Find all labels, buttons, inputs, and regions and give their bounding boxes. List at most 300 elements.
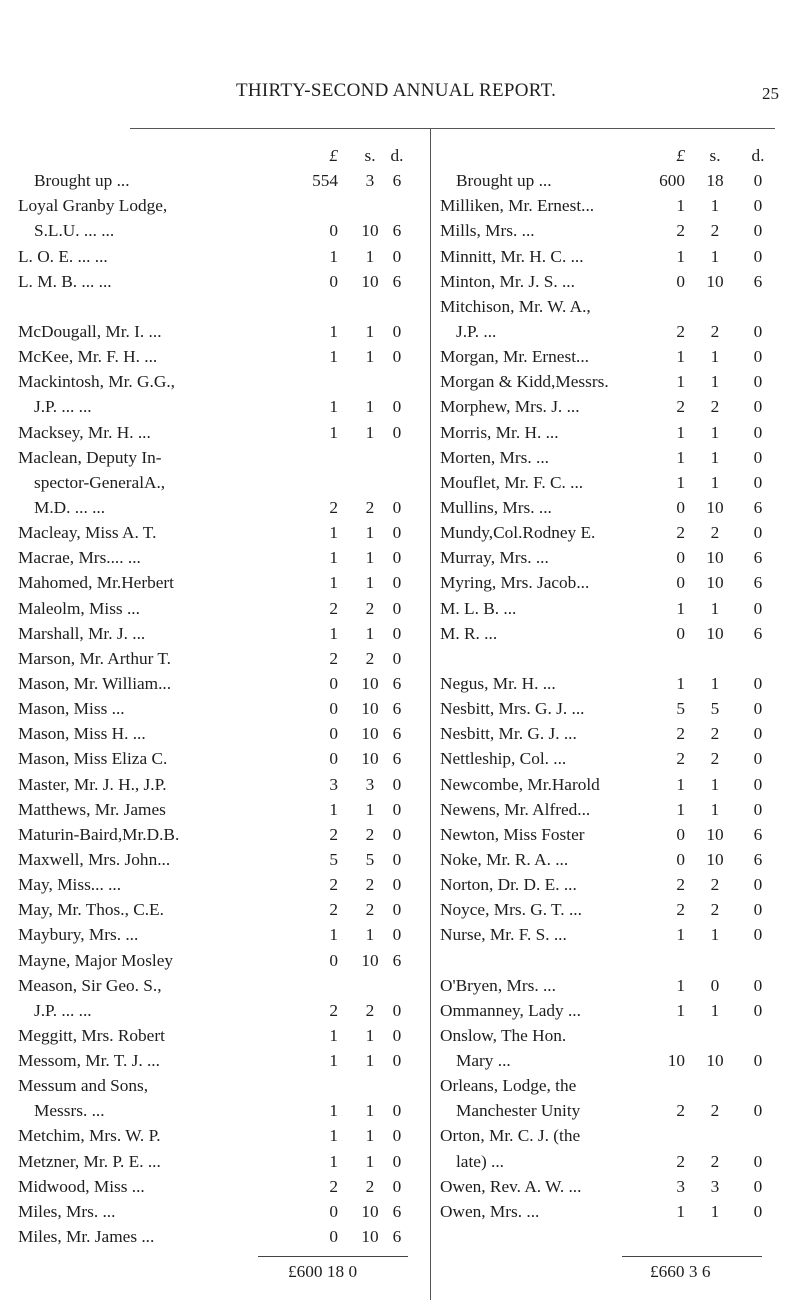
subscriber-name: May, Miss... ... [18,875,122,895]
shillings-value: 1 [710,246,720,266]
table-row [18,1224,402,1249]
pounds-value: 1 [329,523,338,543]
pence-value: 0 [392,497,402,517]
pounds-value: 2 [676,523,685,543]
shillings-value: 10 [361,673,379,693]
table-row [440,797,775,822]
table-row [18,721,402,746]
pence-value: 6 [392,1201,402,1221]
shillings-value: 1 [365,548,375,568]
table-row [440,545,775,570]
pounds-value: 2 [676,1101,685,1121]
subscriber-name: Onslow, The Hon. [440,1025,567,1045]
shillings-value: 1 [365,246,375,266]
pence-value: 6 [753,497,763,517]
table-row [18,998,402,1023]
subscriber-name: Marson, Mr. Arthur T. [18,648,171,668]
shillings-value: 3 [365,171,375,191]
column-header-row [18,143,404,168]
pounds-value: 1 [676,925,685,945]
pence-value: 0 [753,397,763,417]
table-row [18,319,402,344]
shillings-value: 10 [361,724,379,744]
subscriber-name: O'Bryen, Mrs. ... [440,975,556,995]
shillings-value: 10 [706,824,724,844]
pence-value: 0 [392,774,402,794]
table-row [440,470,775,495]
table-row [440,294,775,319]
pounds-value: 0 [676,849,685,869]
pence-value: 0 [392,623,402,643]
shillings-value: 10 [361,221,379,241]
pounds-value: 5 [676,699,685,719]
pence-value: 6 [392,749,402,769]
pounds-value: 0 [676,824,685,844]
pence-value: 0 [753,749,763,769]
subscriber-name: McKee, Mr. F. H. ... [18,347,158,367]
pounds-value: 2 [676,221,685,241]
pounds-value: 1 [676,196,685,216]
pence-value: 0 [392,347,402,367]
subscriber-name: L. O. E. ... ... [18,246,108,266]
pounds-value: 0 [676,497,685,517]
subscriber-name: late) ... [456,1151,504,1171]
shillings-value: 10 [361,950,379,970]
shillings-value: 2 [365,1176,375,1196]
pence-header: d. [751,146,765,165]
pence-value: 6 [392,221,402,241]
table-row [440,218,775,243]
pence-value: 0 [753,1000,763,1020]
shillings-value: 1 [365,925,375,945]
table-row [440,847,775,872]
table-row [440,1098,775,1123]
table-row [18,1048,402,1073]
subscriber-name: Noke, Mr. R. A. ... [440,849,569,869]
pence-header: d. [390,146,404,165]
shillings-value: 2 [365,598,375,618]
table-row [440,721,775,746]
table-row [18,1149,402,1174]
shillings-value: 2 [710,321,720,341]
subscriber-name: Newcombe, Mr.Harold [440,774,600,794]
pence-value: 0 [753,1151,763,1171]
shillings-value: 1 [365,321,375,341]
shillings-value: 1 [710,673,720,693]
pence-value: 0 [392,397,402,417]
subscriber-name: Messum and Sons, [18,1076,149,1096]
shillings-value: 10 [361,699,379,719]
table-row [18,269,402,294]
subscriber-name: Messrs. ... [34,1101,105,1121]
left-total-rule [258,1256,408,1257]
shillings-value: 2 [365,648,375,668]
shillings-value: 2 [710,900,720,920]
subscriber-name: Maclean, Deputy In- [18,447,162,467]
pounds-value: 2 [676,900,685,920]
subscriber-name: Morphew, Mrs. J. ... [440,397,580,417]
pounds-value: 600 [659,171,685,191]
subscriber-name: McDougall, Mr. I. ... [18,321,162,341]
pounds-value: 1 [329,1051,338,1071]
pence-value: 0 [753,372,763,392]
table-row [18,746,402,771]
pounds-value: 1 [676,246,685,266]
shillings-value: 2 [365,1000,375,1020]
subscriber-name: Maturin-Baird,Mr.D.B. [18,824,180,844]
table-row [440,319,775,344]
shillings-header: s. [709,146,721,165]
pence-value: 0 [753,724,763,744]
table-row [440,1149,775,1174]
pounds-value: 1 [329,321,338,341]
pounds-value: 0 [676,573,685,593]
subscriber-name: J.P. ... ... [34,1000,92,1020]
subscriber-name: Myring, Mrs. Jacob... [440,573,590,593]
table-row [440,445,775,470]
pounds-value: 1 [329,1025,338,1045]
table-row [18,344,402,369]
subscriber-name: Nurse, Mr. F. S. ... [440,925,567,945]
pence-value: 6 [753,849,763,869]
subscriber-name: Midwood, Miss ... [18,1176,145,1196]
pence-value: 6 [392,171,402,191]
shillings-value: 3 [365,774,375,794]
top-rule [130,128,775,129]
pence-value: 0 [392,925,402,945]
pence-value: 0 [753,171,763,191]
subscriber-name: Ommanney, Lady ... [440,1000,581,1020]
subscriber-name: Messom, Mr. T. J. ... [18,1051,160,1071]
pence-value: 0 [753,1051,763,1071]
pounds-value: 10 [667,1051,685,1071]
pounds-value: 2 [329,497,338,517]
subscriber-name: Negus, Mr. H. ... [440,673,556,693]
pounds-value: 1 [329,1126,338,1146]
shillings-value: 1 [710,774,720,794]
pounds-value: 3 [676,1176,685,1196]
table-row [440,973,775,998]
table-row [440,696,775,721]
table-row [18,394,402,419]
pence-value: 0 [392,422,402,442]
shillings-value: 1 [365,1151,375,1171]
subscriber-name: Mayne, Major Mosley [18,950,174,970]
table-row [18,897,402,922]
subscriber-name: Nesbitt, Mrs. G. J. ... [440,699,585,719]
subscriber-name: Nettleship, Col. ... [440,749,567,769]
pence-value: 0 [753,598,763,618]
pounds-value: 5 [329,849,338,869]
pounds-value: 2 [329,875,338,895]
pence-value: 0 [753,422,763,442]
subscriber-name: Mason, Miss Eliza C. [18,749,168,769]
table-row [18,445,398,470]
shillings-value: 1 [365,1126,375,1146]
subscriber-name: Minton, Mr. J. S. ... [440,271,575,291]
table-row [18,1174,402,1199]
pounds-value: 1 [329,799,338,819]
shillings-value: 1 [365,799,375,819]
pence-value: 0 [753,875,763,895]
subscriber-name: Brought up ... [456,171,552,191]
table-row [440,621,775,646]
pence-value: 0 [392,1051,402,1071]
table-row [18,872,402,897]
pence-value: 6 [392,950,402,970]
pounds-value: 2 [329,1000,338,1020]
table-row [440,1199,775,1224]
table-row [18,596,402,621]
shillings-value: 2 [710,1151,720,1171]
shillings-value: 2 [365,900,375,920]
pounds-value: 2 [329,1176,338,1196]
subscriber-name: Mullins, Mrs. ... [440,497,552,517]
shillings-value: 1 [365,347,375,367]
pence-value: 0 [392,1101,402,1121]
subscriber-name: S.L.U. ... ... [34,221,115,241]
table-row [440,671,775,696]
pence-value: 0 [392,799,402,819]
pence-value: 0 [392,875,402,895]
table-row [18,1023,402,1048]
pounds-value: 2 [329,648,338,668]
subscriber-name: Mundy,Col.Rodney E. [440,523,596,543]
table-row [440,998,775,1023]
table-row [440,872,775,897]
pounds-value: 1 [676,774,685,794]
pence-value: 0 [753,900,763,920]
pounds-value: 0 [329,673,338,693]
table-row [440,948,775,973]
subscriber-name: Newton, Miss Foster [440,824,585,844]
shillings-value: 1 [710,472,720,492]
left-rows [18,168,402,1249]
table-row [440,1023,775,1048]
table-row [18,822,402,847]
subscriber-name: M. L. B. ... [440,598,517,618]
right-rows [440,168,775,1224]
table-row [440,520,775,545]
subscriber-name: Mitchison, Mr. W. A., [440,296,591,316]
shillings-value: 10 [361,1201,379,1221]
table-row [440,420,775,445]
pounds-value: 0 [329,221,338,241]
table-row [18,193,398,218]
pounds-value: 2 [676,397,685,417]
pounds-value: 3 [329,774,338,794]
shillings-value: 1 [365,1051,375,1071]
pounds-value: 2 [676,724,685,744]
shillings-value: 10 [706,1051,724,1071]
table-row [18,294,398,319]
subscriber-name: Morten, Mrs. ... [440,447,549,467]
table-row [18,646,402,671]
pence-value: 6 [392,699,402,719]
pounds-value: 0 [329,1227,338,1247]
subscriber-name: M.D. ... ... [34,497,106,517]
subscriber-name: Maybury, Mrs. ... [18,925,139,945]
pence-value: 0 [392,1126,402,1146]
subscriber-name: Mackintosh, Mr. G.G., [18,372,175,392]
table-row [18,369,398,394]
subscriber-name: L. M. B. ... ... [18,271,112,291]
table-row [18,545,402,570]
table-row [18,1098,402,1123]
pence-value: 0 [392,523,402,543]
pounds-value: 1 [329,573,338,593]
pence-value: 6 [753,623,763,643]
shillings-value: 10 [706,497,724,517]
shillings-value: 1 [365,397,375,417]
page-number: 25 [762,84,779,103]
pence-value: 6 [753,824,763,844]
page-title: THIRTY-SECOND ANNUAL REPORT. [236,80,557,101]
pence-value: 0 [392,1025,402,1045]
pounds-value: 0 [676,548,685,568]
subscriber-name: M. R. ... [440,623,498,643]
table-row [18,218,402,243]
subscriber-name: Metzner, Mr. P. E. ... [18,1151,161,1171]
table-row [440,1048,775,1073]
subscriber-name: Brought up ... [34,171,130,191]
table-row [18,1199,402,1224]
table-row [440,570,775,595]
pence-value: 6 [392,724,402,744]
pounds-value: 1 [329,548,338,568]
pounds-value: 1 [329,347,338,367]
pence-value: 0 [753,1201,763,1221]
pounds-value: 2 [676,749,685,769]
table-row [440,772,775,797]
table-row [18,772,402,797]
shillings-value: 10 [361,1227,379,1247]
pence-value: 0 [392,548,402,568]
pence-value: 0 [753,196,763,216]
pence-value: 6 [753,573,763,593]
shillings-value: 1 [365,422,375,442]
subscriber-name: Mason, Mr. William... [18,673,172,693]
pounds-value: 1 [329,422,338,442]
shillings-value: 1 [710,196,720,216]
table-row [18,1073,398,1098]
subscriber-name: Norton, Dr. D. E. ... [440,875,577,895]
pence-value: 0 [753,975,763,995]
subscriber-name: Nesbitt, Mr. G. J. ... [440,724,577,744]
table-row [18,495,402,520]
subscriber-name: Meggitt, Mrs. Robert [18,1025,165,1045]
subscriber-name: Morris, Mr. H. ... [440,422,559,442]
table-row [440,344,775,369]
pence-value: 0 [392,1000,402,1020]
shillings-value: 10 [706,573,724,593]
pounds-value: 554 [312,171,338,191]
subscriber-name: Owen, Rev. A. W. ... [440,1176,582,1196]
subscriber-name: Newens, Mr. Alfred... [440,799,591,819]
table-row [440,369,775,394]
pence-value: 0 [753,321,763,341]
shillings-value: 2 [710,749,720,769]
table-row [18,922,402,947]
table-row [440,168,775,193]
shillings-value: 1 [710,1201,720,1221]
pence-value: 6 [392,271,402,291]
shillings-value: 18 [706,171,724,191]
subscriber-name: Minnitt, Mr. H. C. ... [440,246,584,266]
pence-value: 0 [392,900,402,920]
subscriber-name: Maleolm, Miss ... [18,598,140,618]
shillings-value: 2 [710,523,720,543]
table-row [440,495,775,520]
table-row [18,696,402,721]
table-row [440,922,775,947]
table-row [440,1073,775,1098]
table-row [18,847,402,872]
pence-value: 0 [753,774,763,794]
pence-value: 0 [753,1176,763,1196]
shillings-value: 1 [710,447,720,467]
pence-value: 0 [753,447,763,467]
pounds-value: 2 [676,321,685,341]
shillings-value: 10 [361,271,379,291]
right-total: £660 3 6 [650,1262,711,1281]
pounds-value: 2 [329,824,338,844]
pence-value: 6 [753,271,763,291]
subscriber-name: Mahomed, Mr.Herbert [18,573,174,593]
shillings-value: 1 [365,1025,375,1045]
pounds-value: 1 [676,598,685,618]
pence-value: 0 [753,246,763,266]
pounds-value: 1 [676,372,685,392]
pounds-value: 2 [329,598,338,618]
subscriber-name: Orton, Mr. C. J. (the [440,1126,581,1146]
pence-value: 0 [753,673,763,693]
shillings-value: 1 [710,799,720,819]
subscriber-name: Marshall, Mr. J. ... [18,623,146,643]
pounds-value: 1 [676,422,685,442]
table-row [440,269,775,294]
shillings-value: 1 [710,422,720,442]
shillings-value: 10 [706,271,724,291]
pounds-value: 0 [329,724,338,744]
left-subscription-column [18,143,404,1249]
shillings-value: 5 [365,849,375,869]
shillings-value: 1 [710,598,720,618]
pounds-value: 2 [329,900,338,920]
pounds-value: 1 [329,1151,338,1171]
pence-value: 0 [392,246,402,266]
subscriber-name: May, Mr. Thos., C.E. [18,900,164,920]
subscriber-name: Mouflet, Mr. F. C. ... [440,472,584,492]
pence-value: 0 [392,648,402,668]
table-row [440,897,775,922]
subscriber-name: Master, Mr. J. H., J.P. [18,774,167,794]
shillings-value: 10 [706,849,724,869]
right-total-rule [622,1256,762,1257]
shillings-header: s. [364,146,376,165]
pence-value: 0 [392,1176,402,1196]
subscriber-name: Orleans, Lodge, the [440,1076,577,1096]
subscriber-name: Manchester Unity [456,1101,581,1121]
pounds-header: £ [676,146,685,165]
pence-value: 6 [392,1227,402,1247]
pounds-value: 1 [329,397,338,417]
pounds-value: 0 [676,271,685,291]
shillings-value: 10 [706,548,724,568]
pounds-value: 0 [329,699,338,719]
pence-value: 0 [392,321,402,341]
shillings-value: 1 [710,1000,720,1020]
